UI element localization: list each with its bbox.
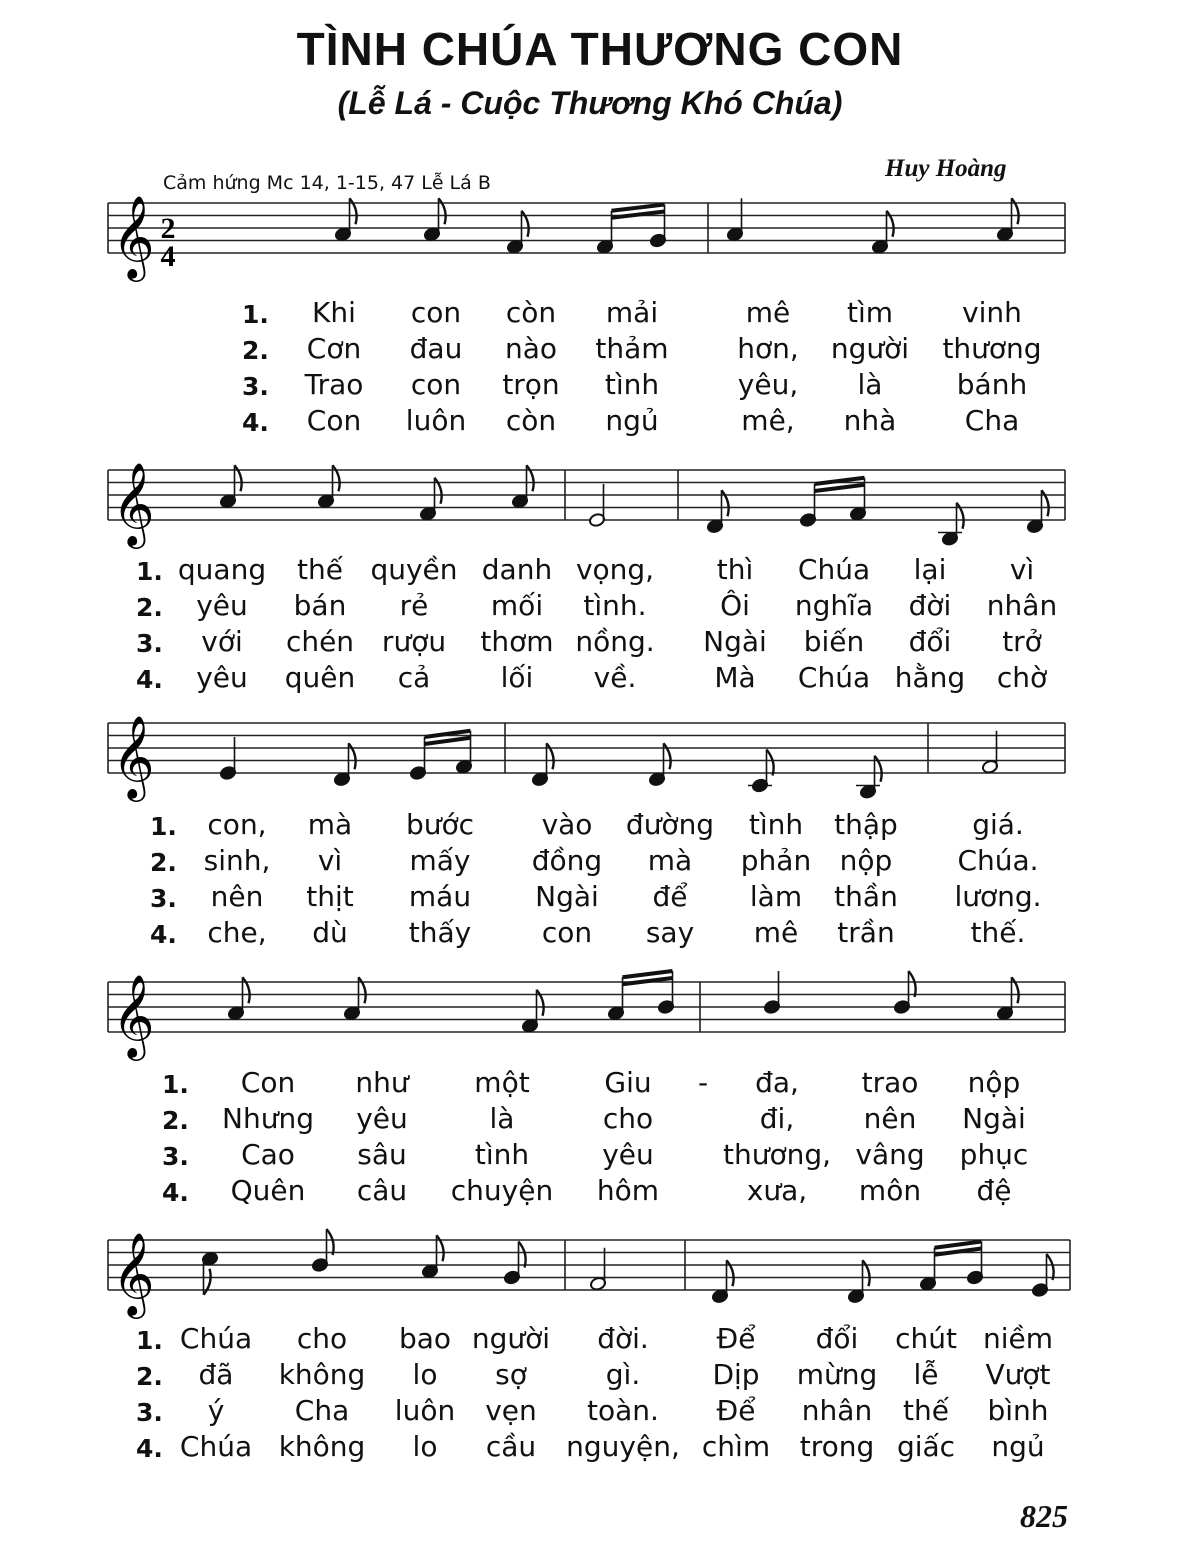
lyric-syllable: còn — [505, 404, 557, 437]
lyric-syllable: thế — [903, 1394, 949, 1427]
note-flag — [522, 211, 529, 237]
lyric-syllable: mê — [753, 916, 799, 949]
lyric-syllable: phản — [740, 844, 812, 877]
verse-number: 3. — [136, 629, 163, 658]
lyric-syllable: đường — [625, 808, 715, 841]
lyric-syllable: thịt — [306, 880, 354, 913]
lyric-line — [0, 1430, 1200, 1466]
lyric-line — [0, 1358, 1200, 1394]
lyric-syllable: Ngài — [703, 625, 767, 658]
lyric-line — [0, 625, 1200, 661]
lyric-syllable: gì. — [605, 1358, 641, 1391]
lyric-line — [0, 296, 1200, 332]
lyric-line — [0, 1066, 1200, 1102]
lyric-syllable: là — [489, 1102, 515, 1135]
lyric-syllable: yêu — [196, 661, 248, 694]
lyric-syllable: Để — [716, 1394, 756, 1427]
lyric-syllable: đồng — [531, 844, 603, 877]
treble-clef-icon: 𝄞 — [112, 1231, 155, 1315]
lyric-syllable: trao — [861, 1066, 919, 1099]
lyric-syllable: làm — [749, 880, 803, 913]
lyric-syllable: thập — [834, 808, 898, 841]
lyric-syllable: đau — [409, 332, 463, 365]
lyric-syllable: bao — [398, 1322, 452, 1355]
lyric-syllable: rẻ — [399, 589, 429, 622]
note-flag — [527, 465, 534, 491]
lyric-syllable: sinh, — [203, 844, 271, 877]
lyric-syllable: Trao — [304, 368, 364, 401]
lyric-syllable: câu — [356, 1174, 408, 1207]
note-flag — [537, 990, 544, 1016]
lyric-syllable: tình — [474, 1138, 530, 1171]
verse-number: 2. — [150, 848, 177, 877]
verse-number: 2. — [136, 1362, 163, 1391]
lyric-syllable: đổi — [815, 1322, 859, 1355]
lyric-syllable: hôm — [596, 1174, 660, 1207]
note-flag — [767, 750, 774, 776]
lyric-syllable: đa, — [755, 1066, 799, 1099]
lyric-syllable: quyền — [370, 553, 458, 586]
lyric-line — [0, 808, 1200, 844]
song-subtitle: (Lễ Lá - Cuộc Thương Khó Chúa) — [337, 85, 843, 121]
note-flag — [1012, 977, 1019, 1003]
lyric-syllable: che, — [207, 916, 267, 949]
lyric-syllable: lo — [412, 1430, 438, 1463]
lyric-syllable: con — [410, 296, 462, 329]
note-flag — [727, 1260, 734, 1286]
lyric-syllable: nhà — [843, 404, 897, 437]
lyric-syllable: yêu, — [737, 368, 799, 401]
composer-name: Huy Hoàng — [885, 155, 1007, 182]
lyric-syllable: trọn — [502, 368, 560, 401]
lyric-syllable: niềm — [982, 1322, 1054, 1355]
page-number: 825 — [1020, 1498, 1068, 1534]
lyric-syllable: phục — [959, 1138, 1029, 1171]
song-title: TÌNH CHÚA THƯƠNG CON — [296, 23, 904, 75]
note-flag — [957, 503, 964, 529]
lyric-syllable: người — [830, 332, 910, 365]
verse-number: 1. — [150, 812, 177, 841]
lyric-syllable: luôn — [405, 404, 467, 437]
lyric-syllable: nhân — [801, 1394, 873, 1427]
lyric-syllable: dù — [312, 916, 348, 949]
lyric-syllable: với — [201, 625, 243, 658]
lyric-syllable: chìm — [701, 1430, 771, 1463]
lyric-syllable: tìm — [846, 296, 894, 329]
lyric-syllable: lễ — [913, 1358, 939, 1391]
lyric-syllable: Chúa — [797, 661, 871, 694]
lyric-syllable: về. — [593, 661, 637, 694]
lyric-syllable: chút — [895, 1322, 957, 1355]
verse-number: 2. — [242, 336, 269, 365]
lyric-syllable: nên — [210, 880, 264, 913]
lyric-syllable: luôn — [394, 1394, 456, 1427]
lyric-syllable: mà — [647, 844, 693, 877]
lyric-syllable: con, — [207, 808, 267, 841]
lyric-syllable: chén — [285, 625, 355, 658]
lyric-line — [0, 880, 1200, 916]
lyric-syllable: danh — [481, 553, 553, 586]
lyric-syllable: toàn. — [587, 1394, 659, 1427]
lyric-syllable: trần — [837, 916, 895, 949]
lyric-syllable: hằng — [894, 661, 966, 694]
lyric-syllable: thương, — [722, 1138, 832, 1171]
note-flag — [722, 490, 729, 516]
lyric-line — [0, 1322, 1200, 1358]
lyric-syllable: chờ — [996, 661, 1048, 694]
verse-number: 1. — [242, 300, 269, 329]
lyric-line — [0, 844, 1200, 880]
note-flag — [437, 1235, 444, 1261]
lyric-line — [0, 589, 1200, 625]
lyric-syllable: đi, — [759, 1102, 795, 1135]
note-flag — [1042, 490, 1049, 516]
note-flag — [243, 977, 250, 1003]
lyric-syllable: Giu — [604, 1066, 652, 1099]
lyric-syllable: vọng, — [575, 553, 655, 586]
lyric-syllable: rượu — [381, 625, 447, 658]
lyric-syllable: lối — [500, 661, 534, 694]
verse-number: 4. — [136, 665, 163, 694]
lyric-syllable: là — [857, 368, 883, 401]
note-flag — [1047, 1254, 1054, 1280]
lyric-syllable: đời. — [597, 1322, 649, 1355]
lyric-syllable: Để — [716, 1322, 756, 1355]
lyric-syllable: sâu — [357, 1138, 407, 1171]
lyric-syllable: vì — [317, 844, 343, 877]
lyric-syllable: ngủ — [605, 404, 659, 437]
lyric-syllable: vẹn — [485, 1394, 537, 1427]
lyric-syllable: ý — [207, 1394, 225, 1427]
lyric-syllable: Ôi — [720, 589, 750, 622]
lyric-syllable: bước — [405, 808, 475, 841]
lyric-syllable: Quên — [230, 1174, 306, 1207]
lyric-syllable: mấy — [409, 844, 471, 877]
lyric-syllable: quên — [284, 661, 356, 694]
lyric-syllable: không — [278, 1358, 366, 1391]
lyric-line — [0, 661, 1200, 697]
lyric-syllable: nghĩa — [794, 589, 874, 622]
note-flag — [1012, 198, 1019, 224]
lyric-syllable: lương. — [954, 880, 1042, 913]
lyric-syllable: cho — [296, 1322, 348, 1355]
note-flag — [547, 743, 554, 769]
treble-clef-icon: 𝄞 — [112, 194, 155, 278]
lyric-syllable: Vượt — [985, 1358, 1051, 1391]
lyric-syllable: say — [645, 916, 695, 949]
lyric-syllable: yêu — [196, 589, 248, 622]
lyric-line — [0, 916, 1200, 952]
verse-number: 3. — [162, 1142, 189, 1171]
lyric-syllable: thế — [297, 553, 343, 586]
lyric-syllable: thấy — [408, 916, 472, 949]
lyric-line — [0, 1102, 1200, 1138]
note-beam — [935, 1242, 982, 1248]
lyric-syllable: thì — [716, 553, 754, 586]
note-flag — [359, 977, 366, 1003]
lyric-syllable: Cha — [964, 404, 1020, 437]
lyric-syllable: một — [474, 1066, 530, 1099]
treble-clef-icon: 𝄞 — [112, 461, 155, 545]
note-flag — [875, 756, 882, 782]
lyric-syllable: vì — [1009, 553, 1035, 586]
lyric-syllable: thảm — [595, 332, 669, 365]
note-beam — [612, 212, 665, 218]
lyric-syllable: vinh — [962, 296, 1022, 329]
verse-number: 3. — [150, 884, 177, 913]
lyric-syllable: chuyện — [450, 1174, 554, 1207]
treble-clef-icon: 𝄞 — [112, 714, 155, 798]
lyric-syllable: Dịp — [712, 1358, 760, 1391]
lyric-syllable: lo — [412, 1358, 438, 1391]
lyric-syllable: ngủ — [991, 1430, 1045, 1463]
lyric-syllable: biến — [803, 625, 865, 658]
note-flag — [235, 465, 242, 491]
lyric-syllable: mối — [490, 589, 544, 622]
lyric-syllable: nguyện, — [566, 1430, 680, 1463]
lyric-syllable: Chúa. — [957, 844, 1039, 877]
lyric-syllable: nhân — [986, 589, 1058, 622]
lyric-line — [0, 1138, 1200, 1174]
lyric-line — [0, 404, 1200, 440]
verse-number: 4. — [150, 920, 177, 949]
lyric-syllable: nộp — [839, 844, 893, 877]
lyric-syllable: Cơn — [306, 332, 362, 365]
lyric-syllable: mê, — [741, 404, 795, 437]
verse-number: 2. — [162, 1106, 189, 1135]
note-beam — [612, 205, 665, 211]
verse-number: 1. — [162, 1070, 189, 1099]
lyric-syllable: vào — [541, 808, 593, 841]
note-flag — [664, 743, 671, 769]
time-signature-bottom: 4 — [160, 240, 176, 273]
lyric-syllable: Cha — [294, 1394, 350, 1427]
note-flag — [439, 198, 446, 224]
lyric-syllable: tình — [748, 808, 804, 841]
lyric-syllable: con — [410, 368, 462, 401]
lyric-line — [0, 1174, 1200, 1210]
lyric-syllable: bánh — [956, 368, 1028, 401]
verse-number: 3. — [242, 372, 269, 401]
note-beam — [623, 971, 673, 977]
lyric-syllable: nên — [863, 1102, 917, 1135]
lyric-line — [0, 1394, 1200, 1430]
note-flag — [887, 211, 894, 237]
lyric-syllable: Con — [240, 1066, 296, 1099]
note-flag — [350, 198, 357, 224]
lyric-syllable: nào — [504, 332, 558, 365]
note-flag — [909, 971, 916, 997]
note-flag — [863, 1260, 870, 1286]
lyric-syllable: Mà — [714, 661, 756, 694]
lyric-syllable: Con — [306, 404, 362, 437]
note-beam — [935, 1249, 982, 1255]
lyric-syllable: Chúa — [179, 1322, 253, 1355]
lyric-syllable: giá. — [972, 808, 1024, 841]
lyric-syllable: trong — [799, 1430, 875, 1463]
note-beam — [623, 978, 673, 984]
lyric-syllable: cầu — [485, 1430, 537, 1463]
note-beam — [425, 738, 471, 744]
lyric-syllable: tình — [604, 368, 660, 401]
lyric-syllable: mê — [745, 296, 791, 329]
lyric-syllable: cho — [602, 1102, 654, 1135]
verse-number: 4. — [162, 1178, 189, 1207]
lyric-syllable: tình. — [583, 589, 647, 622]
inspiration-note: Cảm hứng Mc 14, 1-15, 47 Lễ Lá B — [163, 172, 491, 194]
verse-number: 2. — [136, 593, 163, 622]
lyric-syllable: mừng — [796, 1358, 878, 1391]
lyric-syllable: nộp — [967, 1066, 1021, 1099]
lyric-line — [0, 368, 1200, 404]
lyric-syllable: sợ — [495, 1358, 527, 1391]
lyric-syllable: yêu — [356, 1102, 408, 1135]
lyric-syllable: Cao — [241, 1138, 295, 1171]
lyric-syllable: lại — [913, 553, 947, 586]
lyric-syllable: thần — [834, 880, 898, 913]
verse-number: 1. — [136, 557, 163, 586]
lyric-syllable: đời — [908, 589, 952, 622]
lyric-syllable: bán — [293, 589, 347, 622]
lyric-syllable: Nhưng — [222, 1102, 314, 1135]
lyric-syllable: Chúa — [179, 1430, 253, 1463]
lyric-line — [0, 332, 1200, 368]
lyric-syllable: Khi — [312, 296, 356, 329]
lyric-syllable: đệ — [976, 1174, 1012, 1207]
lyric-syllable: Ngài — [962, 1102, 1026, 1135]
lyric-syllable: Ngài — [535, 880, 599, 913]
time-signature-top: 2 — [160, 212, 176, 245]
note-flag — [349, 743, 356, 769]
lyric-syllable: yêu — [602, 1138, 654, 1171]
lyric-syllable: máu — [408, 880, 472, 913]
note-flag — [519, 1242, 526, 1268]
lyric-syllable: xưa, — [746, 1174, 808, 1207]
lyric-syllable: như — [355, 1066, 409, 1099]
lyric-syllable: đã — [198, 1358, 234, 1391]
lyric-syllable: trở — [1002, 625, 1042, 658]
note-beam — [815, 485, 865, 491]
verse-number: 4. — [136, 1434, 163, 1463]
lyric-syllable: còn — [505, 296, 557, 329]
lyric-syllable: mải — [605, 296, 659, 329]
verse-number: 4. — [242, 408, 269, 437]
lyric-syllable: mà — [307, 808, 353, 841]
lyric-syllable: bình — [987, 1394, 1049, 1427]
lyric-syllable: giấc — [896, 1430, 956, 1463]
note-flag — [204, 1269, 211, 1295]
treble-clef-icon: 𝄞 — [112, 973, 155, 1057]
note-flag — [435, 478, 442, 504]
lyric-syllable: cả — [397, 661, 431, 694]
lyric-line — [0, 553, 1200, 589]
verse-number: 3. — [136, 1398, 163, 1427]
lyric-syllable: không — [278, 1430, 366, 1463]
lyric-syllable: Chúa — [797, 553, 871, 586]
note-flag — [327, 1229, 334, 1255]
lyric-syllable: hơn, — [737, 332, 799, 365]
lyric-syllable: nồng. — [575, 625, 655, 658]
lyric-syllable: thế. — [970, 916, 1026, 949]
verse-number: 1. — [136, 1326, 163, 1355]
lyric-syllable: thơm — [480, 625, 554, 658]
lyric-syllable: quang — [177, 553, 267, 586]
lyric-syllable: thương — [942, 332, 1042, 365]
lyric-syllable: - — [697, 1066, 709, 1099]
lyric-syllable: đổi — [908, 625, 952, 658]
lyric-syllable: để — [652, 880, 688, 913]
lyric-syllable: người — [471, 1322, 551, 1355]
lyric-syllable: môn — [858, 1174, 922, 1207]
note-flag — [333, 465, 340, 491]
lyric-syllable: con — [541, 916, 593, 949]
lyric-syllable: vâng — [855, 1138, 925, 1171]
